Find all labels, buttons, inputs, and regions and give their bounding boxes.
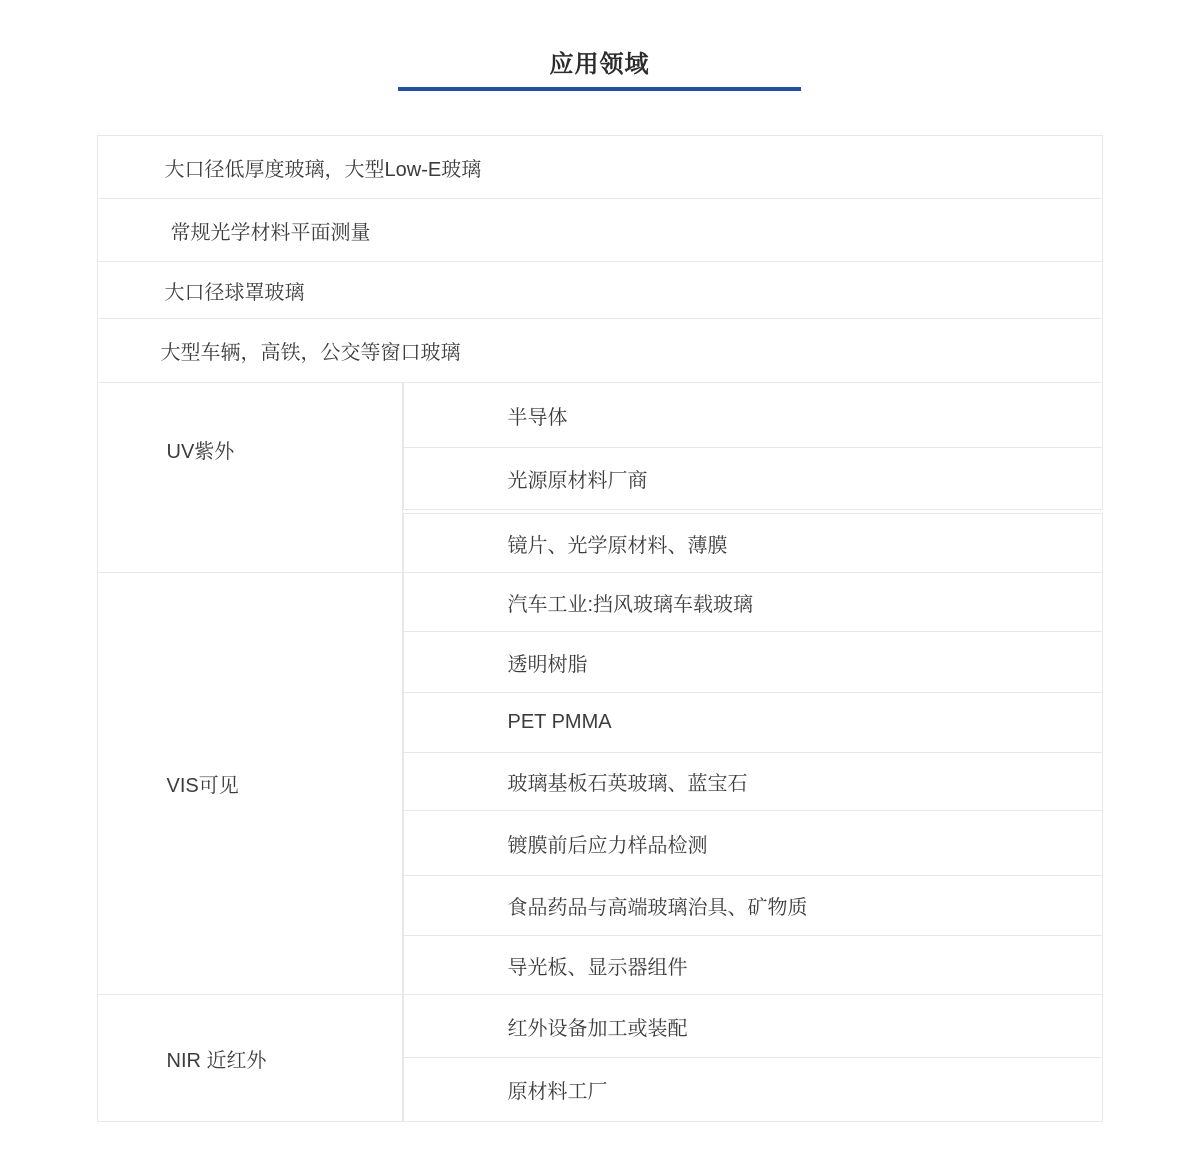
vis-item-row <box>403 572 1103 632</box>
section-uv <box>97 382 1103 573</box>
vis-item-row <box>403 875 1103 936</box>
section-uv-items <box>403 382 1103 573</box>
vis-item-row <box>403 692 1103 753</box>
uv-item-2-text: 光源原材料厂商 <box>507 470 648 492</box>
uv-item-row <box>403 447 1103 510</box>
section-uv-label-cell <box>97 382 403 573</box>
general-row-2-text: 常规光学材料平面测量 <box>170 221 371 244</box>
section-header <box>0 0 1199 91</box>
uv-item-3-text: 镜片、光学原材料、薄膜 <box>507 534 728 557</box>
uv-item-1-text: 半导体 <box>507 406 568 429</box>
vis-item-1-text: 汽车工业:挡风玻璃车载玻璃 <box>507 593 754 616</box>
general-row-3 <box>97 261 1103 319</box>
general-row-1 <box>97 135 1103 199</box>
nir-item-2-text: 原材料工厂 <box>507 1081 608 1103</box>
general-row-4 <box>97 318 1103 383</box>
title-underline <box>398 87 801 91</box>
uv-item-row <box>403 382 1103 448</box>
vis-item-6-text: 食品药品与高端玻璃治具、矿物质 <box>507 897 808 919</box>
section-uv-label: UV紫外 <box>166 441 235 463</box>
section-vis <box>97 572 1103 995</box>
section-nir <box>97 994 1103 1122</box>
application-table <box>97 135 1103 1122</box>
section-nir-label-cell <box>97 994 403 1122</box>
section-nir-label: NIR 近红外 <box>166 1049 267 1072</box>
section-nir-items <box>403 994 1103 1122</box>
general-row-1-text: 大口径低厚度玻璃，大型Low-E玻璃 <box>164 158 482 181</box>
section-vis-label: VIS可见 <box>166 775 239 797</box>
vis-item-row <box>403 631 1103 693</box>
vis-item-2-text: 透明树脂 <box>507 653 588 676</box>
vis-item-row <box>403 810 1103 876</box>
page-title: 应用领域 <box>549 51 650 78</box>
general-row-3-text: 大口径球罩玻璃 <box>164 281 305 304</box>
general-row-2 <box>97 198 1103 262</box>
section-vis-items <box>403 572 1103 995</box>
uv-item-row <box>403 513 1103 573</box>
vis-item-row <box>403 935 1103 995</box>
vis-item-5-text: 镀膜前后应力样品检测 <box>507 834 708 857</box>
nir-item-1-text: 红外设备加工或装配 <box>507 1017 688 1040</box>
vis-item-row <box>403 752 1103 811</box>
section-vis-label-cell <box>97 572 403 995</box>
nir-item-row <box>403 1057 1103 1122</box>
vis-item-4-text: 玻璃基板石英玻璃、蓝宝石 <box>507 773 748 795</box>
vis-item-7-text: 导光板、显示器组件 <box>507 956 688 979</box>
nir-item-row <box>403 994 1103 1058</box>
general-row-4-text: 大型车辆，高铁，公交等窗口玻璃 <box>160 342 461 364</box>
vis-item-3-text: PET PMMA <box>507 711 612 733</box>
